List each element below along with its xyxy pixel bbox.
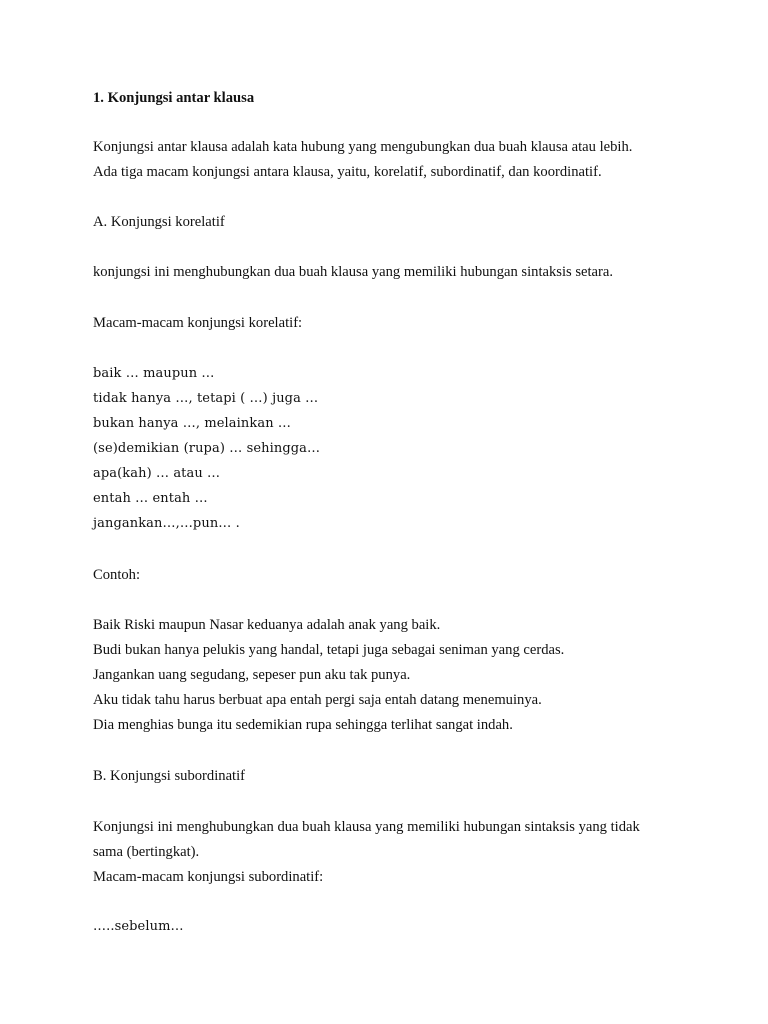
example-sentence: Jangankan uang segudang, sepeser pun aku tak punya. bbox=[93, 667, 411, 683]
korelatif-item: apa(kah) … atau … bbox=[93, 466, 221, 481]
korelatif-item: tidak hanya …, tetapi ( …) juga … bbox=[93, 391, 319, 406]
intro-paragraph-line-2: Ada tiga macam konjungsi antara klausa, yaitu, korelatif, subordinatif, dan koordinatif. bbox=[93, 164, 602, 180]
subordinatif-list-intro: Macam-macam konjungsi subordinatif: bbox=[93, 869, 324, 885]
subordinatif-item: …..sebelum… bbox=[93, 919, 184, 934]
section-heading: 1. Konjungsi antar klausa bbox=[93, 90, 255, 106]
example-label: Contoh: bbox=[93, 567, 141, 583]
korelatif-heading: A. Konjungsi korelatif bbox=[93, 214, 225, 230]
korelatif-item: (se)demikian (rupa) … sehingga… bbox=[93, 441, 321, 456]
korelatif-item: bukan hanya …, melainkan … bbox=[93, 416, 292, 431]
korelatif-item: baik … maupun … bbox=[93, 366, 215, 381]
intro-paragraph-line-1: Konjungsi antar klausa adalah kata hubung yang mengubungkan dua buah klausa atau lebih. bbox=[93, 139, 633, 155]
subordinatif-description-line-2: sama (bertingkat). bbox=[93, 844, 200, 860]
example-sentence: Budi bukan hanya pelukis yang handal, tetapi juga sebagai seniman yang cerdas. bbox=[93, 642, 565, 658]
korelatif-description: konjungsi ini menghubungkan dua buah klausa yang memiliki hubungan sintaksis setara. bbox=[93, 264, 614, 280]
example-sentence: Baik Riski maupun Nasar keduanya adalah anak yang baik. bbox=[93, 617, 441, 633]
example-sentence: Dia menghias bunga itu sedemikian rupa sehingga terlihat sangat indah. bbox=[93, 717, 513, 733]
korelatif-item: jangankan…,…pun… . bbox=[93, 516, 240, 531]
korelatif-list-intro: Macam-macam konjungsi korelatif: bbox=[93, 315, 303, 331]
example-sentence: Aku tidak tahu harus berbuat apa entah pergi saja entah datang menemuinya. bbox=[93, 692, 542, 708]
subordinatif-heading: B. Konjungsi subordinatif bbox=[93, 768, 246, 784]
korelatif-item: entah … entah … bbox=[93, 491, 208, 506]
subordinatif-description-line-1: Konjungsi ini menghubungkan dua buah klausa yang memiliki hubungan sintaksis yang tidak bbox=[93, 819, 640, 835]
